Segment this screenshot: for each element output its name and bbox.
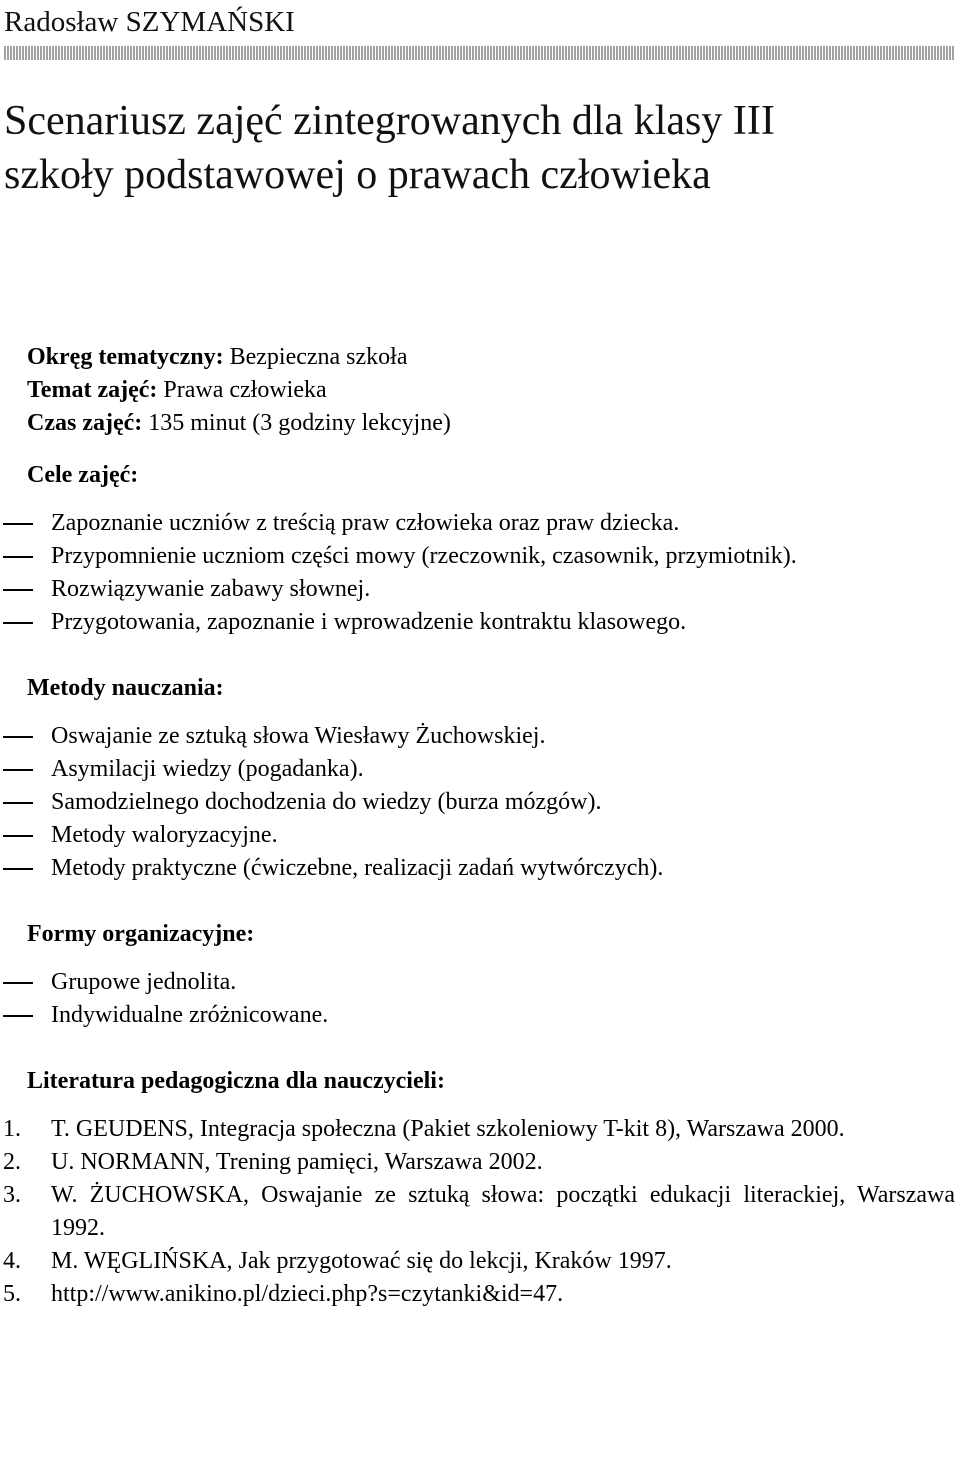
item-number: 2.: [3, 1149, 21, 1175]
list-item: Asymilacji wiedzy (pogadanka).: [0, 753, 955, 786]
metody-list: [0, 720, 955, 885]
meta-czas: [0, 407, 955, 440]
formy-list: [0, 966, 955, 1032]
list-item: Metody praktyczne (ćwiczebne, realizacji zadań wytwórczych).: [0, 852, 955, 885]
list-item: Przygotowania, zapoznanie i wprowadzenie kontraktu klasowego.: [0, 606, 955, 639]
author-name: Radosław SZYMAŃSKI: [4, 6, 295, 38]
okreg-value: Bezpieczna szkoła: [229, 344, 408, 370]
item-text: T. GEUDENS, Integracja społeczna (Pakiet szkoleniowy T-kit 8), Warszawa 2000.: [51, 1116, 845, 1142]
list-item: [0, 1179, 955, 1245]
list-item: Metody waloryzacyjne.: [0, 819, 955, 852]
list-item: Zapoznanie uczniów z treścią praw człowieka oraz praw dziecka.: [0, 507, 955, 540]
list-item: Indywidualne zróżnicowane.: [0, 999, 955, 1032]
item-number: 5.: [3, 1281, 21, 1307]
list-item: [0, 1113, 955, 1146]
item-number: 1.: [3, 1116, 21, 1142]
list-item: Grupowe jednolita.: [0, 966, 955, 999]
cele-list: [0, 507, 955, 639]
list-item: Samodzielnego dochodzenia do wiedzy (burza mózgów).: [0, 786, 955, 819]
temat-value: Prawa człowieka: [163, 377, 327, 403]
czas-value: 135 minut (3 godziny lekcyjne): [148, 410, 451, 436]
formy-heading: Formy organizacyjne:: [27, 921, 255, 947]
header-rule: [4, 46, 954, 60]
list-item: [0, 1146, 955, 1179]
list-item: Oswajanie ze sztuką słowa Wiesławy Żuchowskiej.: [0, 720, 955, 753]
item-number: 4.: [3, 1248, 21, 1274]
list-item: Rozwiązywanie zabawy słownej.: [0, 573, 955, 606]
title-line-2: szkoły podstawowej o prawach człowieka: [4, 152, 711, 198]
literatura-list: [0, 1113, 955, 1311]
list-item: [0, 1278, 955, 1311]
item-text: U. NORMANN, Trening pamięci, Warszawa 2002.: [51, 1149, 543, 1175]
temat-label: Temat zajęć:: [27, 377, 158, 403]
czas-label: Czas zajęć:: [27, 410, 143, 436]
list-item: Przypomnienie uczniom części mowy (rzeczownik, czasownik, przymiotnik).: [0, 540, 955, 573]
item-text: http://www.anikino.pl/dzieci.php?s=czytanki&id=47.: [51, 1281, 564, 1307]
okreg-label: Okręg tematyczny:: [27, 344, 224, 370]
document-title: [4, 94, 954, 202]
document-body: [0, 341, 955, 1311]
title-line-1: Scenariusz zajęć zintegrowanych dla klasy III: [4, 98, 775, 144]
cele-heading: Cele zajęć:: [27, 462, 139, 488]
list-item: [0, 1245, 955, 1278]
item-text: W. ŻUCHOWSKA, Oswajanie ze sztuką słowa: początki edukacji literackiej, Warszawa 1992.: [51, 1182, 955, 1241]
item-number: 3.: [3, 1182, 21, 1208]
meta-temat: [0, 374, 955, 407]
literatura-heading: Literatura pedagogiczna dla nauczycieli:: [27, 1068, 445, 1094]
meta-okreg: [0, 341, 955, 374]
item-text: M. WĘGLIŃSKA, Jak przygotować się do lekcji, Kraków 1997.: [51, 1248, 672, 1274]
metody-heading: Metody nauczania:: [27, 675, 224, 701]
